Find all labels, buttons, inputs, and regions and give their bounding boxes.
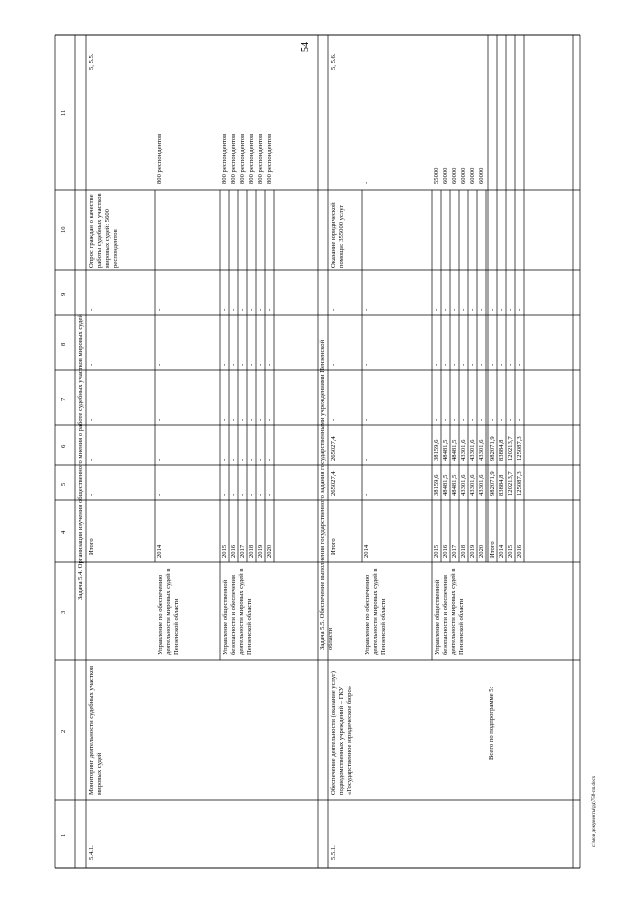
row-551-total-col6: 265027,4 bbox=[330, 436, 337, 461]
row-551-2016-col9: - bbox=[442, 308, 449, 311]
row-551-2017-col5: 48481,5 bbox=[451, 474, 458, 496]
subprogram-total-2015: 2015 bbox=[507, 544, 514, 558]
row-541-2020-col6: - bbox=[266, 458, 273, 461]
row-551-2017-col9: - bbox=[451, 308, 458, 311]
row-541-year-2014: 2014 bbox=[156, 544, 163, 558]
row-541-total-col9: - bbox=[88, 308, 95, 311]
row-541-2019-col7: - bbox=[257, 418, 264, 421]
row-551-2020-indicator: 60000 bbox=[478, 167, 485, 184]
row-551-2018-col6: 43301,6 bbox=[460, 439, 467, 461]
row-541-2018-col9: - bbox=[248, 308, 255, 311]
row-541-2018-indicator: 800 респондентов bbox=[248, 133, 255, 184]
row-551-2018-col9: - bbox=[460, 308, 467, 311]
subprogram-total-Итого-col7: - bbox=[489, 418, 496, 421]
row-551-2019-col6: 43301,6 bbox=[469, 439, 476, 461]
row-551-2017-col8: - bbox=[451, 363, 458, 366]
subprogram-total-2016-col9: - bbox=[516, 308, 523, 311]
row-541-2017-col6: - bbox=[239, 458, 246, 461]
column-header-2: 2 bbox=[60, 729, 67, 733]
row-541-2018-col6: - bbox=[248, 458, 255, 461]
row-551-2015-indicator: 55000 bbox=[433, 167, 440, 184]
row-551-2018-col8: - bbox=[460, 363, 467, 366]
row-541-2017-col8: - bbox=[239, 363, 246, 366]
task-5-4-heading: Задача 5.4. Организация изучения общественного мнения о работе судебных участков мировых судей bbox=[77, 314, 84, 600]
row-551-2014-col6: - bbox=[363, 458, 370, 461]
subprogram-total-2015-col5: 120213,7 bbox=[507, 471, 514, 496]
row-541-2016-col6: - bbox=[230, 458, 237, 461]
subprogram-5-total-label: Всего по подпрограмме 5: bbox=[488, 686, 495, 760]
row-551-2019-col9: - bbox=[469, 308, 476, 311]
row-541-2019-col5: - bbox=[257, 493, 264, 496]
row-541-2020-col7: - bbox=[266, 418, 273, 421]
row-551-2015-col5: 38159,6 bbox=[433, 474, 440, 496]
row-551-year-2019: 2019 bbox=[469, 544, 476, 558]
row-541-executor-2: Управление общественной безопасности и обеспечения деятельности мировых судей в Пензенской области bbox=[222, 568, 253, 655]
row-541-2018-col7: - bbox=[248, 418, 255, 421]
row-551-2017-col7: - bbox=[451, 418, 458, 421]
column-header-10: 10 bbox=[60, 226, 67, 233]
row-551-total-col7: - bbox=[330, 418, 337, 421]
row-551-2020-col5: 43301,6 bbox=[478, 474, 485, 496]
subprogram-total-2015-col8: - bbox=[507, 363, 514, 366]
subprogram-total-2014-col9: - bbox=[498, 308, 505, 311]
row-551-name: Обеспечение деятельности (оказание услуг) подведомственных учреждений – ГКУ «Государственное юридическое бюро» bbox=[330, 670, 353, 795]
subprogram-total-2016-col6: 125087,3 bbox=[516, 436, 523, 461]
row-551-2019-col7: - bbox=[469, 418, 476, 421]
row-541-year-2017: 2017 bbox=[239, 544, 246, 558]
row-541-2019-col6: - bbox=[257, 458, 264, 461]
column-header-11: 11 bbox=[60, 109, 67, 116]
subprogram-total-2014-col6: 83884,8 bbox=[498, 439, 505, 461]
subprogram-total-2016-col7: - bbox=[516, 418, 523, 421]
subprogram-total-2014-col7: - bbox=[498, 418, 505, 421]
row-541-total-col8: - bbox=[88, 363, 95, 366]
row-551-total-col8: - bbox=[330, 363, 337, 366]
row-551-2015-col6: 38159,6 bbox=[433, 439, 440, 461]
subprogram-total-2016-col8: - bbox=[516, 363, 523, 366]
subprogram-total-2014: 2014 bbox=[498, 544, 505, 558]
row-541-2014-col9: - bbox=[156, 308, 163, 311]
row-541-2014-col5: - bbox=[156, 493, 163, 496]
row-551-2019-col8: - bbox=[469, 363, 476, 366]
row-541-2017-col7: - bbox=[239, 418, 246, 421]
row-551-indicator: Оказание юридической помощи: 355000 услуг bbox=[330, 202, 345, 268]
row-541-2019-indicator: 800 респондентов bbox=[257, 133, 264, 184]
subprogram-total-2014-col5: 83884,8 bbox=[498, 474, 505, 496]
row-551-2017-indicator: 60000 bbox=[451, 167, 458, 184]
row-551-year-2020: 2020 bbox=[478, 544, 485, 558]
column-header-5: 5 bbox=[60, 482, 67, 486]
row-551-total-col9: - bbox=[330, 308, 337, 311]
row-541-2020-col9: - bbox=[266, 308, 273, 311]
row-551-2018-indicator: 60000 bbox=[460, 167, 467, 184]
row-551-year-2017: 2017 bbox=[451, 544, 458, 558]
row-541-2016-col7: - bbox=[230, 418, 237, 421]
row-541-2018-col8: - bbox=[248, 363, 255, 366]
row-551-executor: Управление по обеспечению деятельности мировых судей в Пензенской области bbox=[364, 568, 387, 655]
row-541-executor: Управление по обеспечению деятельности мировых судей в Пензенской области bbox=[157, 568, 180, 655]
row-541-year-2019: 2019 bbox=[257, 544, 264, 558]
row-541-2014-col6: - bbox=[156, 458, 163, 461]
row-551-year-2015: 2015 bbox=[433, 544, 440, 558]
column-header-1: 1 bbox=[60, 833, 67, 837]
subprogram-total-Итого-col6: 982071,9 bbox=[489, 436, 496, 461]
row-551-ref: 5, 5.6. bbox=[330, 53, 337, 70]
row-541-year-2020: 2020 bbox=[266, 544, 273, 558]
row-551-2020-col8: - bbox=[478, 363, 485, 366]
row-541-total-col7: - bbox=[88, 418, 95, 421]
row-541-2016-indicator: 800 респондентов bbox=[230, 133, 237, 184]
row-541-2020-col8: - bbox=[266, 363, 273, 366]
row-541-name: Мониторинг деятельности судебных участков мировых судей bbox=[88, 665, 103, 795]
subprogram-total-Итого-col9: - bbox=[489, 308, 496, 311]
subprogram-total-Итого: Итого bbox=[489, 541, 496, 558]
subprogram-total-2015-col6: 120213,7 bbox=[507, 436, 514, 461]
row-551-year-2018: 2018 bbox=[460, 544, 467, 558]
row-541-total-col6: - bbox=[88, 458, 95, 461]
column-header-9: 9 bbox=[60, 292, 67, 296]
row-541-number: 5.4.1. bbox=[88, 845, 95, 860]
subprogram-total-2014-col8: - bbox=[498, 363, 505, 366]
row-541-2019-col8: - bbox=[257, 363, 264, 366]
row-541-year-2018: 2018 bbox=[248, 544, 255, 558]
column-header-6: 6 bbox=[60, 444, 67, 448]
row-551-2015-col9: - bbox=[433, 308, 440, 311]
row-541-2015-col5: - bbox=[221, 493, 228, 496]
column-header-8: 8 bbox=[60, 342, 67, 346]
row-541-2016-col8: - bbox=[230, 363, 237, 366]
row-541-total-col5: - bbox=[88, 493, 95, 496]
row-541-2016-col9: - bbox=[230, 308, 237, 311]
row-541-2014-col7: - bbox=[156, 418, 163, 421]
row-541-2015-col7: - bbox=[221, 418, 228, 421]
column-header-3: 3 bbox=[60, 610, 67, 614]
row-551-2020-col7: - bbox=[478, 418, 485, 421]
subprogram-total-Итого-col5: 982071,9 bbox=[489, 471, 496, 496]
row-541-2017-col9: - bbox=[239, 308, 246, 311]
subprogram-total-Итого-col8: - bbox=[489, 363, 496, 366]
row-551-2014-col8: - bbox=[363, 363, 370, 366]
task-5-5-heading: Задача 5.5. Обеспечение выполнения государственного задания государственными учреждениями Пензенской области bbox=[319, 339, 334, 650]
row-541-year-2016: 2016 bbox=[230, 544, 237, 558]
row-551-total-label: Итого bbox=[330, 538, 337, 555]
row-551-2016-col8: - bbox=[442, 363, 449, 366]
row-551-2015-col7: - bbox=[433, 418, 440, 421]
row-551-executor-2: Управление общественной безопасности и обеспечения деятельности мировых судей в Пензенской области bbox=[434, 568, 465, 655]
row-541-total-label: Итого bbox=[88, 538, 95, 555]
row-551-2016-col5: 48481,5 bbox=[442, 474, 449, 496]
row-541-2017-indicator: 800 респондентов bbox=[239, 133, 246, 184]
row-541-2014-col8: - bbox=[156, 363, 163, 366]
row-551-2016-col7: - bbox=[442, 418, 449, 421]
row-541-2015-col6: - bbox=[221, 458, 228, 461]
row-551-2015-col8: - bbox=[433, 363, 440, 366]
row-551-year-2014: 2014 bbox=[363, 544, 370, 558]
row-541-2015-col8: - bbox=[221, 363, 228, 366]
row-541-2015-col9: - bbox=[221, 308, 228, 311]
column-header-4: 4 bbox=[60, 530, 67, 534]
column-header-7: 7 bbox=[60, 397, 67, 401]
row-541-2020-col5: - bbox=[266, 493, 273, 496]
row-541-2017-col5: - bbox=[239, 493, 246, 496]
row-541-2016-col5: - bbox=[230, 493, 237, 496]
row-551-total-col5: 265027,4 bbox=[330, 471, 337, 496]
row-551-2019-col5: 43301,6 bbox=[469, 474, 476, 496]
row-541-2014-indicator: 800 респондентов bbox=[156, 133, 163, 184]
row-551-number: 5.5.1. bbox=[330, 845, 337, 860]
row-541-year-2015: 2015 bbox=[221, 544, 228, 558]
row-551-2018-col7: - bbox=[460, 418, 467, 421]
subprogram-total-2015-col9: - bbox=[507, 308, 514, 311]
row-551-2020-col9: - bbox=[478, 308, 485, 311]
row-551-year-2016: 2016 bbox=[442, 544, 449, 558]
row-541-2018-col5: - bbox=[248, 493, 255, 496]
row-551-2014-col7: - bbox=[363, 418, 370, 421]
row-551-2019-indicator: 60000 bbox=[469, 167, 476, 184]
row-551-2020-col6: 43301,6 bbox=[478, 439, 485, 461]
row-551-2016-col6: 48481,5 bbox=[442, 439, 449, 461]
row-551-2018-col5: 43301,6 bbox=[460, 474, 467, 496]
row-541-2019-col9: - bbox=[257, 308, 264, 311]
row-541-indicator: Опрос граждан о качестве работы судебных участков мировых судей: 5600 респондентов bbox=[88, 193, 119, 268]
row-541-2015-indicator: 800 респондентов bbox=[221, 133, 228, 184]
row-551-2017-col6: 48481,5 bbox=[451, 439, 458, 461]
subprogram-total-2015-col7: - bbox=[507, 418, 514, 421]
row-541-ref: 5, 5.5. bbox=[88, 53, 95, 70]
page-number: 54 bbox=[300, 42, 311, 52]
row-551-2014-col9: - bbox=[363, 308, 370, 311]
subprogram-total-2016: 2016 bbox=[516, 544, 523, 558]
subprogram-total-2016-col5: 125087,3 bbox=[516, 471, 523, 496]
row-551-2014-indicator: - bbox=[363, 181, 370, 184]
row-551-2016-indicator: 60000 bbox=[442, 167, 449, 184]
row-541-2020-indicator: 800 респондентов bbox=[266, 133, 273, 184]
row-551-2014-col5: - bbox=[363, 493, 370, 496]
